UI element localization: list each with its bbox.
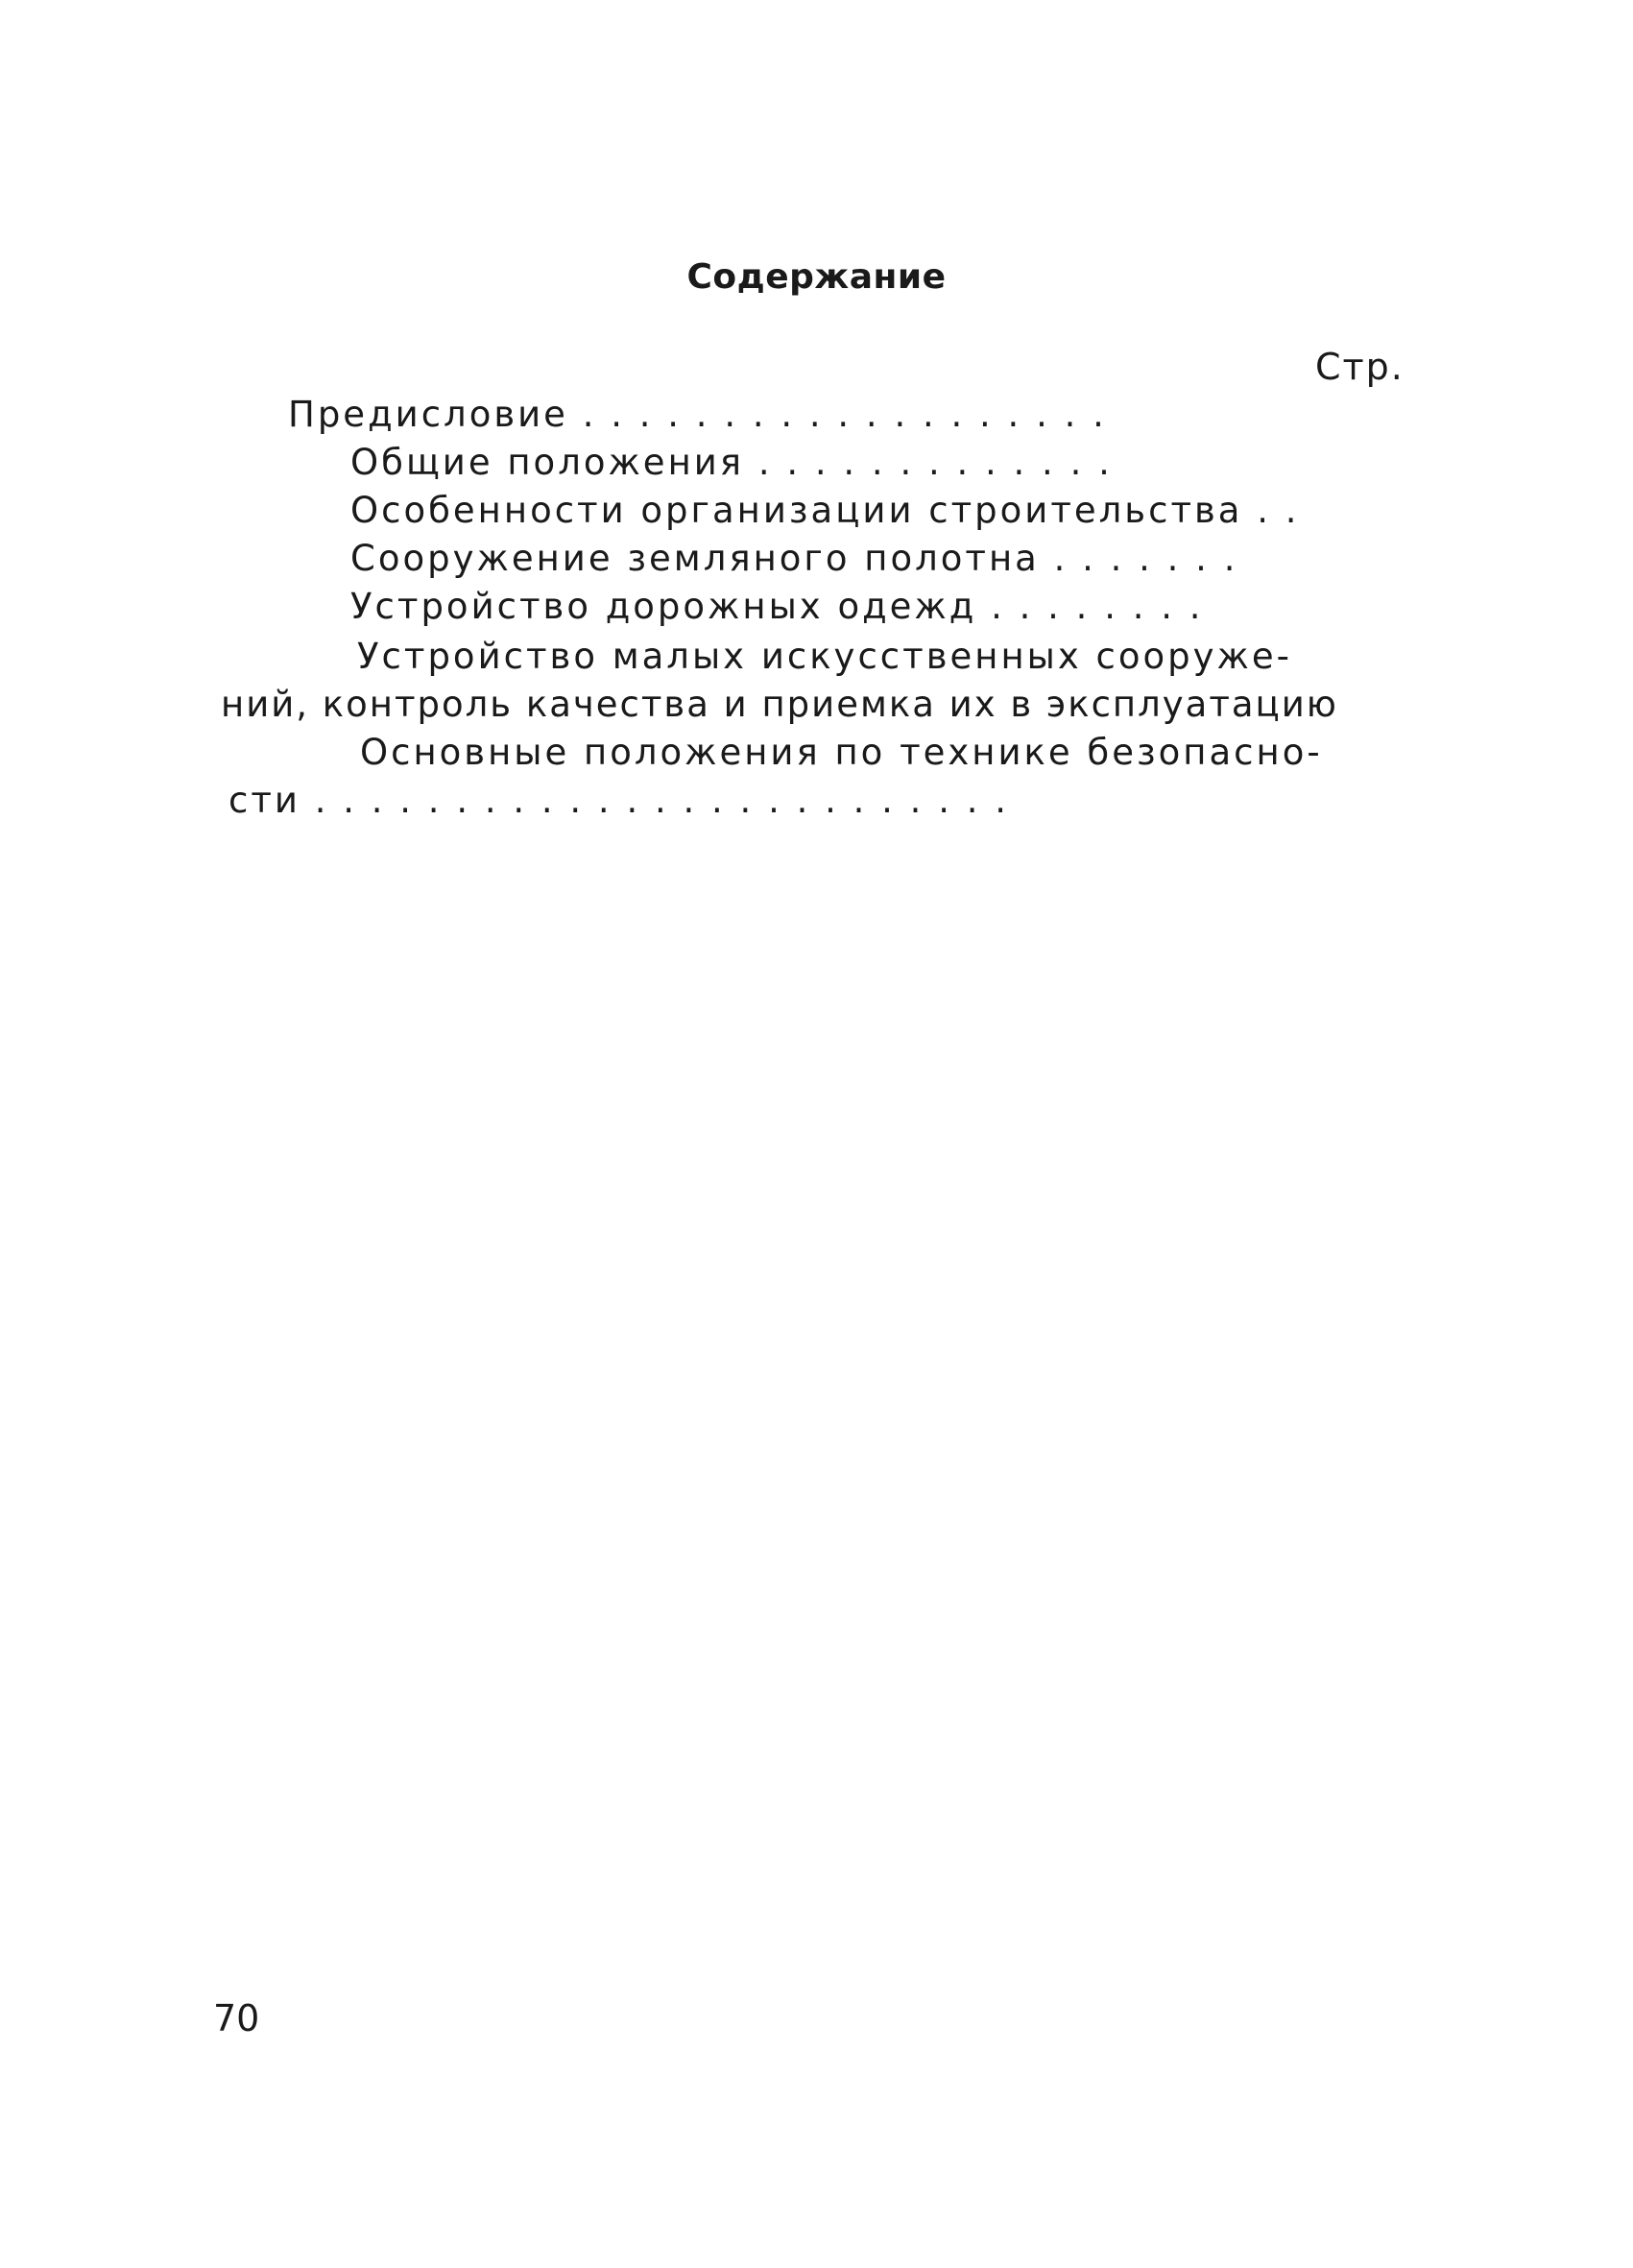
toc-entry-safety-line1: Основные положения по технике безопасно- bbox=[360, 732, 1323, 773]
toc-entry-pavement: Устройство дорожных одежд . . . . . . . . bbox=[350, 586, 1204, 627]
toc-entry-general: Общие положения . . . . . . . . . . . . . bbox=[350, 442, 1113, 483]
toc-entry-preface: Предисловие . . . . . . . . . . . . . . . . . . . bbox=[288, 394, 1107, 435]
toc-entry-safety-line2: сти . . . . . . . . . . . . . . . . . . . . . . . . . bbox=[228, 780, 1010, 821]
toc-entry-structures-line1: Устройство малых искусственных сооруже- bbox=[357, 636, 1292, 677]
toc-entry-organization: Особенности организации строительства . . bbox=[350, 490, 1300, 531]
page-number: 70 bbox=[213, 1997, 260, 2039]
toc-entry-structures-line2: ний, контроль качества и приемка их в эксплуатацию bbox=[221, 684, 1338, 725]
toc-entry-earthworks: Сооружение земляного полотна . . . . . . . bbox=[350, 538, 1238, 579]
page-title: Содержание bbox=[686, 257, 947, 297]
page-column-header: Стр. bbox=[1315, 346, 1405, 388]
